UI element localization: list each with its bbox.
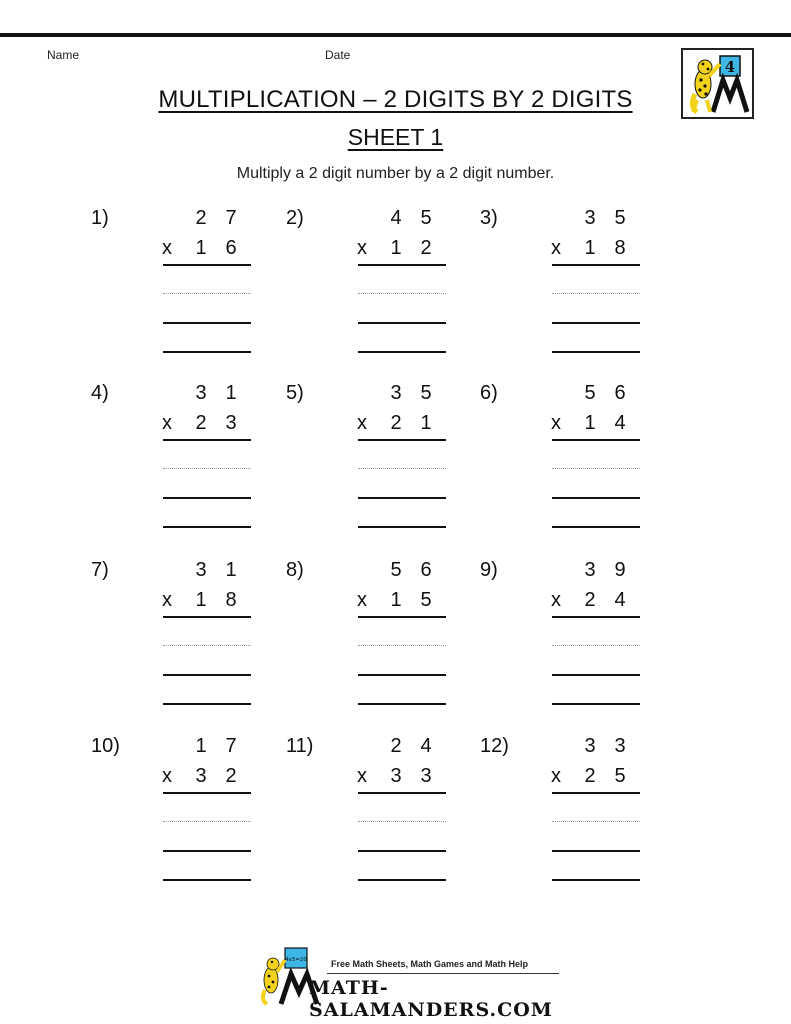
digit: 2 bbox=[225, 765, 237, 787]
digit: 3 bbox=[614, 735, 626, 757]
digit: 4 bbox=[390, 207, 402, 229]
digit: 3 bbox=[420, 765, 432, 787]
multiplier bbox=[350, 589, 446, 615]
partial-product-line[interactable] bbox=[552, 645, 640, 646]
instructions: Multiply a 2 digit number by a 2 digit number. bbox=[236, 165, 555, 182]
problem-number: 1) bbox=[91, 207, 109, 229]
partial-product-line[interactable] bbox=[552, 821, 640, 822]
digit: 3 bbox=[195, 382, 207, 404]
multiplicand bbox=[350, 735, 446, 761]
product-rule bbox=[163, 264, 251, 266]
problem bbox=[480, 735, 640, 895]
product-rule bbox=[163, 792, 251, 794]
digit: 1 bbox=[225, 382, 237, 404]
answer-line[interactable] bbox=[552, 703, 640, 705]
answer-line[interactable] bbox=[163, 703, 251, 705]
digit: 3 bbox=[195, 765, 207, 787]
digit: 5 bbox=[390, 559, 402, 581]
digit: 3 bbox=[584, 735, 596, 757]
digit: 8 bbox=[614, 237, 626, 259]
digit: 5 bbox=[614, 207, 626, 229]
multiplier bbox=[155, 765, 251, 791]
product-rule bbox=[552, 264, 640, 266]
times-sign: x bbox=[162, 765, 172, 787]
partial-product-line[interactable] bbox=[358, 497, 446, 499]
digit: 2 bbox=[390, 412, 402, 434]
partial-product-line[interactable] bbox=[358, 674, 446, 676]
digit: 1 bbox=[584, 412, 596, 434]
problem-number: 4) bbox=[91, 382, 109, 404]
problem-number: 5) bbox=[286, 382, 304, 404]
problem bbox=[286, 559, 446, 719]
multiplicand bbox=[350, 207, 446, 233]
digit: 2 bbox=[420, 237, 432, 259]
multiplicand bbox=[544, 735, 640, 761]
multiplier bbox=[350, 412, 446, 438]
problem-number: 7) bbox=[91, 559, 109, 581]
partial-product-line[interactable] bbox=[163, 322, 251, 324]
product-rule bbox=[163, 439, 251, 441]
answer-line[interactable] bbox=[358, 879, 446, 881]
problem bbox=[480, 559, 640, 719]
digit: 1 bbox=[195, 589, 207, 611]
partial-product-line[interactable] bbox=[358, 322, 446, 324]
multiplier bbox=[155, 589, 251, 615]
digit: 1 bbox=[420, 412, 432, 434]
multiplier bbox=[544, 237, 640, 263]
digit: 5 bbox=[584, 382, 596, 404]
multiplicand bbox=[155, 735, 251, 761]
multiplier bbox=[155, 412, 251, 438]
problem-number: 2) bbox=[286, 207, 304, 229]
problem bbox=[286, 207, 446, 367]
times-sign: x bbox=[357, 765, 367, 787]
partial-product-line[interactable] bbox=[358, 645, 446, 646]
partial-product-line[interactable] bbox=[358, 293, 446, 294]
product-rule bbox=[552, 439, 640, 441]
digit: 1 bbox=[225, 559, 237, 581]
digit: 4 bbox=[614, 589, 626, 611]
problem-number: 8) bbox=[286, 559, 304, 581]
product-rule bbox=[358, 264, 446, 266]
partial-product-line[interactable] bbox=[552, 497, 640, 499]
multiplicand bbox=[155, 382, 251, 408]
problem bbox=[286, 382, 446, 542]
digit: 1 bbox=[390, 589, 402, 611]
product-rule bbox=[552, 616, 640, 618]
digit: 1 bbox=[584, 237, 596, 259]
digit: 4 bbox=[420, 735, 432, 757]
problem-number: 11) bbox=[286, 735, 314, 757]
multiplier bbox=[544, 589, 640, 615]
multiplicand bbox=[350, 382, 446, 408]
problem bbox=[91, 559, 251, 719]
digit: 6 bbox=[614, 382, 626, 404]
times-sign: x bbox=[357, 589, 367, 611]
digit: 6 bbox=[420, 559, 432, 581]
digit: 5 bbox=[420, 589, 432, 611]
answer-line[interactable] bbox=[358, 526, 446, 528]
digit: 5 bbox=[420, 382, 432, 404]
footer-rule bbox=[327, 973, 559, 974]
problem-number: 12) bbox=[480, 735, 509, 757]
problem-number: 3) bbox=[480, 207, 498, 229]
digit: 7 bbox=[225, 735, 237, 757]
name-label: Name bbox=[47, 48, 80, 62]
problem bbox=[480, 382, 640, 542]
problem-number: 10) bbox=[91, 735, 120, 757]
product-rule bbox=[358, 792, 446, 794]
multiplicand bbox=[155, 207, 251, 233]
digit: 3 bbox=[195, 559, 207, 581]
digit: 1 bbox=[390, 237, 402, 259]
problem-number: 9) bbox=[480, 559, 498, 581]
partial-product-line[interactable] bbox=[163, 468, 251, 469]
partial-product-line[interactable] bbox=[358, 850, 446, 852]
problem bbox=[286, 735, 446, 895]
digit: 2 bbox=[584, 765, 596, 787]
partial-product-line[interactable] bbox=[552, 322, 640, 324]
board-text: 4x5=20 bbox=[285, 957, 307, 963]
answer-line[interactable] bbox=[358, 351, 446, 353]
multiplicand bbox=[350, 559, 446, 585]
digit: 2 bbox=[584, 589, 596, 611]
partial-product-line[interactable] bbox=[358, 821, 446, 822]
footer bbox=[255, 944, 560, 1021]
digit: 1 bbox=[195, 237, 207, 259]
digit: 3 bbox=[225, 412, 237, 434]
times-sign: x bbox=[162, 589, 172, 611]
problem-number: 6) bbox=[480, 382, 498, 404]
digit: 9 bbox=[614, 559, 626, 581]
times-sign: x bbox=[162, 237, 172, 259]
multiplier bbox=[155, 237, 251, 263]
digit: 5 bbox=[420, 207, 432, 229]
partial-product-line[interactable] bbox=[163, 674, 251, 676]
multiplicand bbox=[544, 382, 640, 408]
digit: 1 bbox=[195, 735, 207, 757]
top-rule bbox=[0, 33, 791, 37]
multiplier bbox=[350, 237, 446, 263]
date-label: Date bbox=[325, 48, 351, 62]
product-rule bbox=[163, 616, 251, 618]
worksheet-title: MULTIPLICATION – 2 DIGITS BY 2 DIGITS bbox=[158, 86, 633, 113]
partial-product-line[interactable] bbox=[163, 293, 251, 294]
multiplier bbox=[544, 412, 640, 438]
problem bbox=[91, 207, 251, 367]
digit: 2 bbox=[195, 412, 207, 434]
digit: 4 bbox=[614, 412, 626, 434]
partial-product-line[interactable] bbox=[358, 468, 446, 469]
digit: 3 bbox=[584, 207, 596, 229]
answer-line[interactable] bbox=[358, 703, 446, 705]
partial-product-line[interactable] bbox=[552, 293, 640, 294]
times-sign: x bbox=[162, 412, 172, 434]
times-sign: x bbox=[551, 412, 561, 434]
multiplier bbox=[350, 765, 446, 791]
digit: 3 bbox=[390, 382, 402, 404]
partial-product-line[interactable] bbox=[552, 850, 640, 852]
times-sign: x bbox=[551, 765, 561, 787]
answer-line[interactable] bbox=[163, 879, 251, 881]
multiplicand bbox=[155, 559, 251, 585]
multiplicand bbox=[544, 559, 640, 585]
partial-product-line[interactable] bbox=[163, 821, 251, 822]
logo-grade: 4 bbox=[724, 58, 736, 76]
multiplier bbox=[544, 765, 640, 791]
partial-product-line[interactable] bbox=[163, 497, 251, 499]
times-sign: x bbox=[551, 237, 561, 259]
problem bbox=[91, 382, 251, 542]
answer-line[interactable] bbox=[552, 351, 640, 353]
product-rule bbox=[552, 792, 640, 794]
times-sign: x bbox=[551, 589, 561, 611]
answer-line[interactable] bbox=[552, 879, 640, 881]
digit: 7 bbox=[225, 207, 237, 229]
digit: 6 bbox=[225, 237, 237, 259]
product-rule bbox=[358, 616, 446, 618]
answer-line[interactable] bbox=[552, 526, 640, 528]
footer-tagline: Free Math Sheets, Math Games and Math Help bbox=[331, 959, 529, 969]
problem bbox=[91, 735, 251, 895]
problem bbox=[480, 207, 640, 367]
answer-line[interactable] bbox=[163, 351, 251, 353]
partial-product-line[interactable] bbox=[163, 645, 251, 646]
digit: 8 bbox=[225, 589, 237, 611]
partial-product-line[interactable] bbox=[163, 850, 251, 852]
partial-product-line[interactable] bbox=[552, 468, 640, 469]
product-rule bbox=[358, 439, 446, 441]
digit: 3 bbox=[584, 559, 596, 581]
times-sign: x bbox=[357, 412, 367, 434]
site-logo-text[interactable]: MATH-SALAMANDERS.COM bbox=[309, 977, 553, 1021]
answer-line[interactable] bbox=[163, 526, 251, 528]
sheet-label: SHEET 1 bbox=[347, 124, 444, 150]
times-sign: x bbox=[357, 237, 367, 259]
digit: 2 bbox=[195, 207, 207, 229]
partial-product-line[interactable] bbox=[552, 674, 640, 676]
digit: 5 bbox=[614, 765, 626, 787]
multiplicand bbox=[544, 207, 640, 233]
digit: 2 bbox=[390, 735, 402, 757]
digit: 3 bbox=[390, 765, 402, 787]
